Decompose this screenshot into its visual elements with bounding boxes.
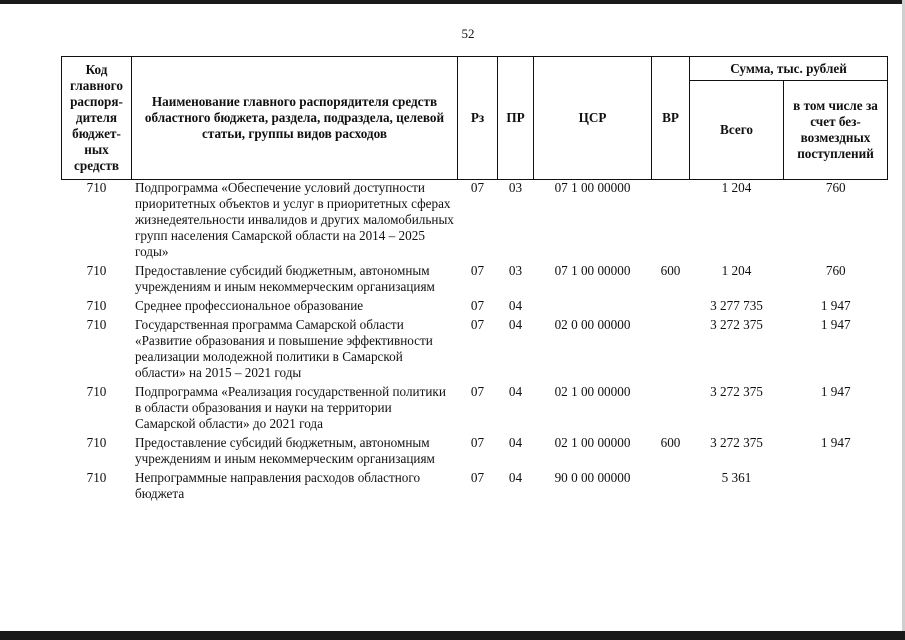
cell-incl: 1 947 (820, 384, 851, 399)
cell-vr: 600 (660, 435, 681, 450)
cell-incl: 760 (825, 263, 846, 278)
cell-code: 710 (86, 180, 107, 195)
cell-code: 710 (86, 263, 107, 278)
scan-edge-top (0, 0, 905, 4)
cell-name: Непрограммные направления расходов областного бюджета (135, 470, 421, 501)
cell-rz: 07 (470, 435, 485, 450)
cell-csr: 02 1 00 00000 (554, 384, 631, 399)
cell-vr (652, 317, 690, 384)
header-sum-group: Сумма, тыс. рублей (690, 57, 888, 81)
cell-csr: 07 1 00 00000 (554, 263, 631, 278)
cell-pr: 04 (508, 317, 523, 332)
cell-pr: 04 (508, 384, 523, 399)
cell-name: Государственная программа Самарской области «Развитие образования и повышение эффективности реализации молодежной политики в Самарской области» на 2015 – 2021 годы (135, 317, 433, 380)
cell-rz: 07 (470, 263, 485, 278)
header-name: Наименование главного распорядителя средств областного бюджета, раздела, подраздела, целевой статьи, группы видов расходов (132, 57, 458, 180)
cell-total: 3 277 735 (710, 298, 763, 313)
cell-total: 3 272 375 (710, 435, 763, 450)
cell-pr: 04 (508, 435, 523, 450)
cell-csr: 02 0 00 00000 (554, 317, 631, 332)
cell-csr: 07 1 00 00000 (554, 180, 631, 195)
cell-vr (652, 180, 690, 264)
table-row (62, 317, 888, 384)
cell-rz: 07 (470, 470, 485, 485)
table-header (62, 57, 888, 180)
header-total: Всего (690, 81, 784, 180)
cell-rz: 07 (470, 384, 485, 399)
cell-total: 1 204 (721, 263, 752, 278)
cell-rz: 07 (470, 298, 485, 313)
cell-pr: 03 (508, 263, 523, 278)
table-body (62, 180, 888, 506)
cell-vr (652, 384, 690, 435)
cell-name: Предоставление субсидий бюджетным, автономным учреждениям и иным некоммерческим организациям (135, 435, 435, 466)
table-row (62, 263, 888, 298)
cell-total: 3 272 375 (710, 317, 763, 332)
scan-edge-bottom (0, 631, 905, 640)
cell-pr: 04 (508, 298, 523, 313)
cell-name: Предоставление субсидий бюджетным, автономным учреждениям и иным некоммерческим организациям (135, 263, 435, 294)
table-row (62, 298, 888, 317)
header-code: Код главного распоря-дителя бюджет-ных средств (62, 57, 132, 180)
cell-total: 5 361 (721, 470, 752, 485)
cell-pr: 04 (508, 470, 523, 485)
cell-code: 710 (86, 384, 107, 399)
cell-total: 3 272 375 (710, 384, 763, 399)
cell-code: 710 (86, 470, 107, 485)
table-row (62, 470, 888, 505)
cell-name: Подпрограмма «Обеспечение условий доступности приоритетных объектов и услуг в приоритетных сферах жизнедеятельности инвалидов и других маломобильных групп населения Самарской области на 2014 – 2025 годы» (135, 180, 454, 259)
cell-csr: 02 1 00 00000 (554, 435, 631, 450)
cell-code: 710 (86, 317, 107, 332)
header-rz: Рз (458, 57, 498, 180)
header-pr: ПР (498, 57, 534, 180)
header-vr: ВР (652, 57, 690, 180)
cell-code: 710 (86, 435, 107, 450)
cell-total: 1 204 (721, 180, 752, 195)
budget-table (61, 56, 888, 505)
page-number: 52 (461, 26, 475, 41)
cell-rz: 07 (470, 180, 485, 195)
table-row (62, 180, 888, 264)
cell-incl: 760 (825, 180, 846, 195)
cell-name: Подпрограмма «Реализация государственной политики в области образования и науки на территории Самарской области» до 2021 года (135, 384, 446, 431)
cell-vr: 600 (660, 263, 681, 278)
cell-incl: 1 947 (820, 435, 851, 450)
cell-vr (652, 298, 690, 317)
header-incl: в том числе за счет без-возмездных поступлений (784, 81, 888, 180)
table-row (62, 384, 888, 435)
cell-csr: 90 0 00 00000 (554, 470, 631, 485)
cell-pr: 03 (508, 180, 523, 195)
cell-rz: 07 (470, 317, 485, 332)
cell-incl: 1 947 (820, 317, 851, 332)
cell-vr (652, 470, 690, 505)
cell-incl: 1 947 (820, 298, 851, 313)
cell-name: Среднее профессиональное образование (135, 298, 364, 313)
cell-csr (534, 298, 652, 317)
cell-incl (784, 470, 888, 505)
cell-code: 710 (86, 298, 107, 313)
table-row (62, 435, 888, 470)
header-csr: ЦСР (534, 57, 652, 180)
